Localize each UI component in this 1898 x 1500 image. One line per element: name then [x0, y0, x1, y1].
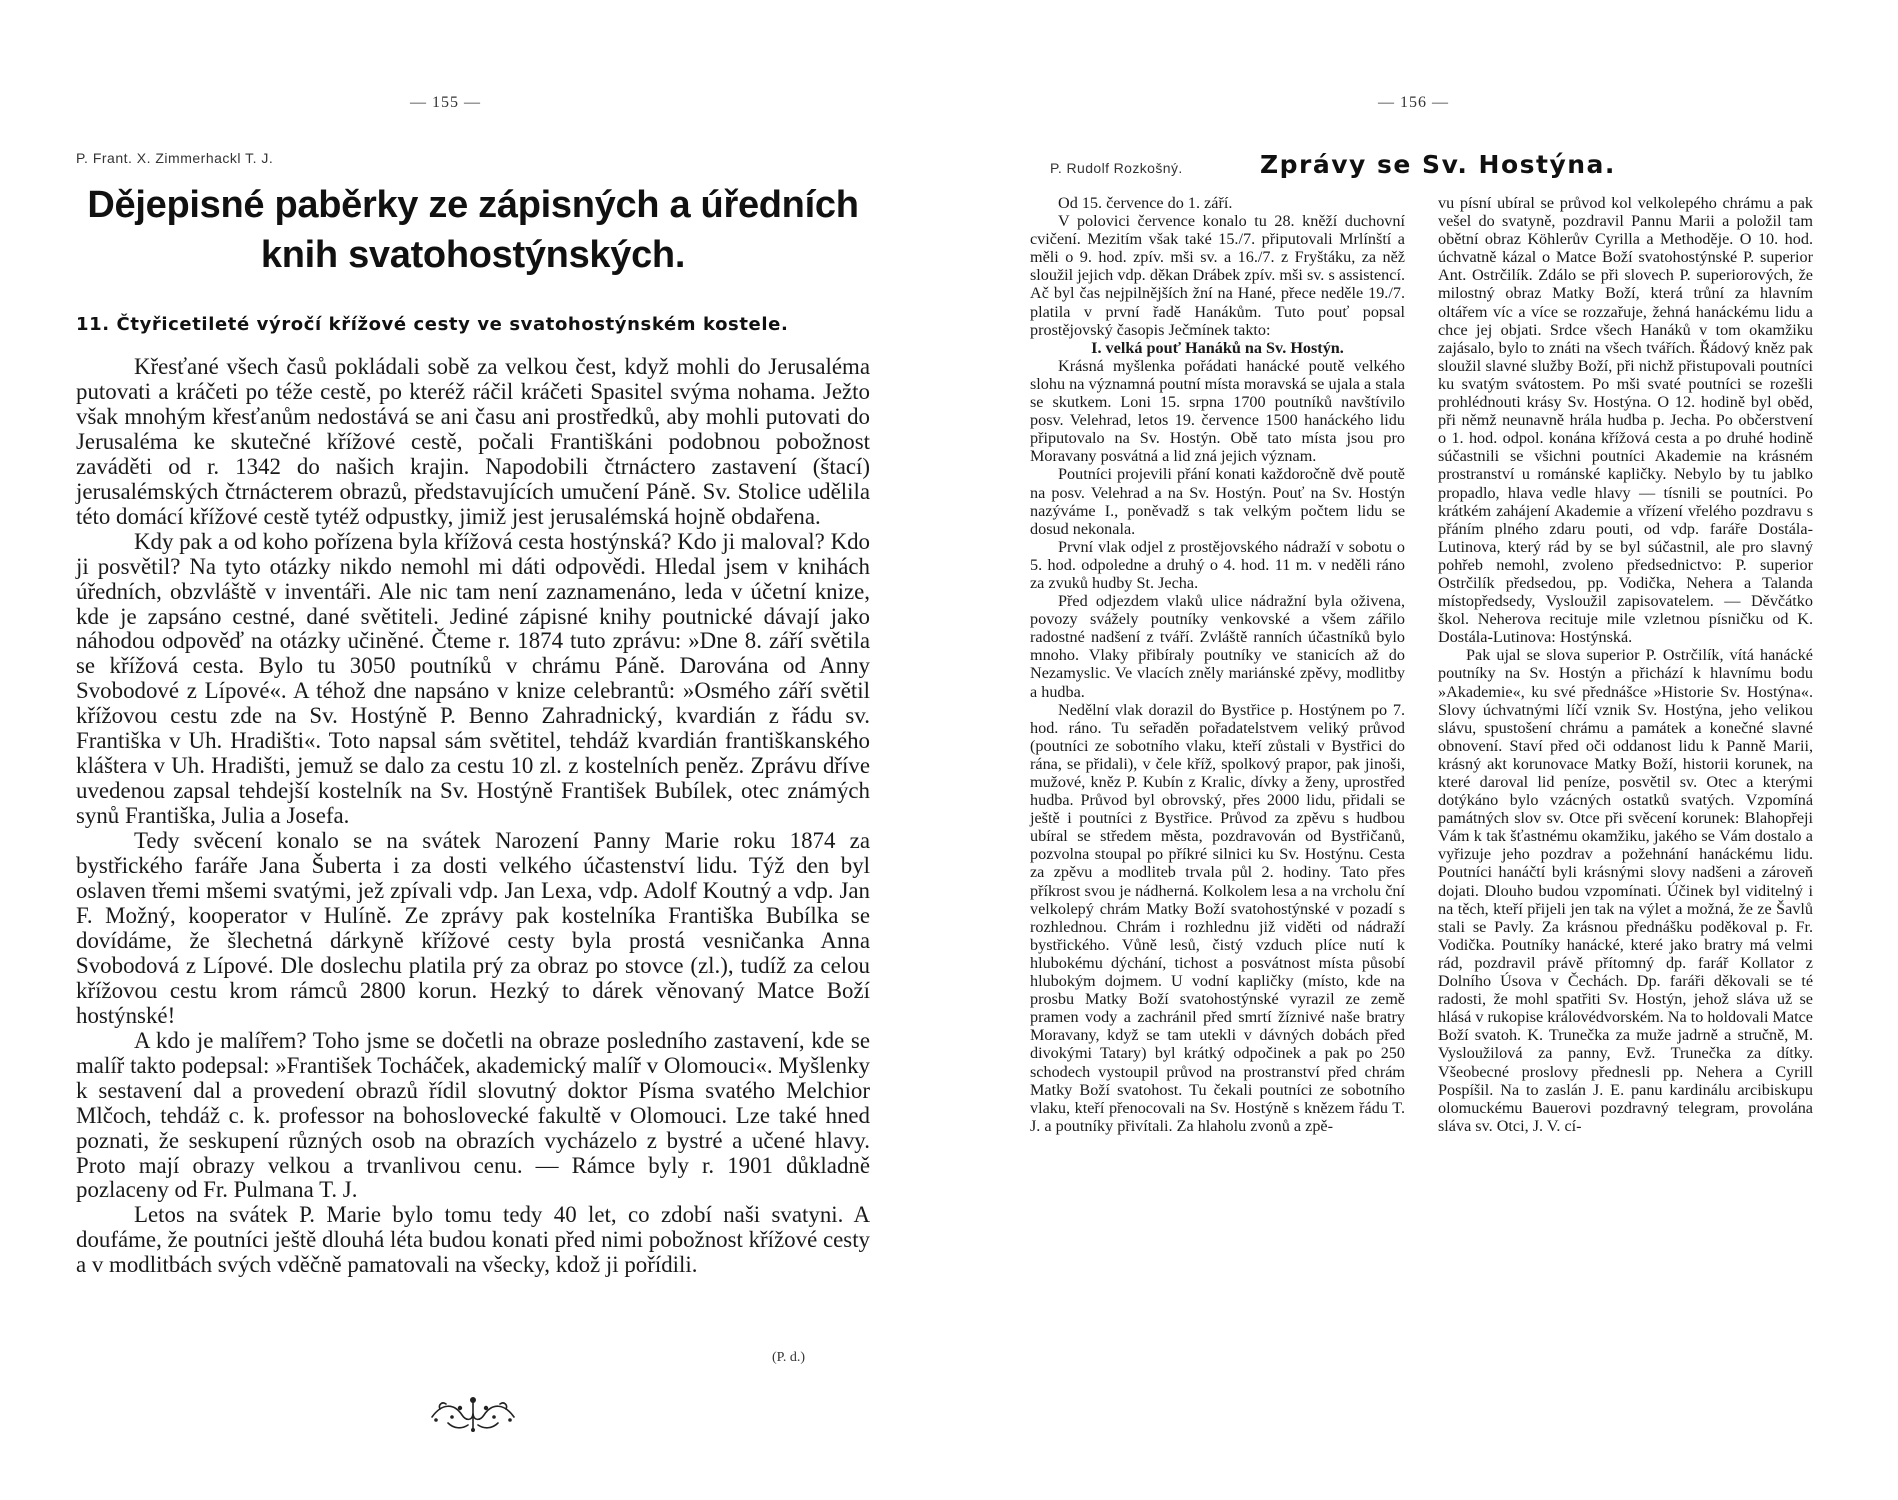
paragraph: A kdo je malířem? Toho jsme se dočetli na obraze posledního zastavení, kde se malíř takto podepsal: »František Tocháček, akademický malíř v Olomouci«. Myšlenky k sestavení dal a provedení obrazů řídil slovutný doktor Písma svatého Melchior Mlčoch, tehdáž c. k. professor na bohoslovecké fakultě v Olomouci. Lze také hned poznati, že seskupení různých osob na obrazích vycházelo z bystré a učené hlavy. Proto mají obrazy velkou a trvanlivou cenu. — Rámce byly r. 1901 důkladně pozlaceny od Fr. Pulmana T. J. [76, 1027, 870, 1203]
article-title: Dějepisné paběrky ze zápisných a úředních knih svatohostýnských. [87, 184, 859, 276]
subheading: I. velká pouť Hanáků na Sv. Hostýn. [1091, 338, 1344, 357]
article-body [76, 355, 870, 1278]
paragraph: Krásná myšlenka pořádati hanácké poutě velkého slohu na významná poutní místa moravská se ujala a stala se skutkem. Loni 15. srpna 1700 poutníků navštívilo posv. Velehrad, letos 19. července 1500 hanáckého lidu připutovalo na Sv. Hostýn. Obě tato místa jsou pro Moravany posvátná a lid zná jejich význam. [1030, 356, 1405, 466]
floral-ornament-icon [428, 1395, 518, 1438]
right-page [1030, 150, 1830, 1135]
paragraph: Od 15. července do 1. září. [1058, 194, 1233, 212]
paragraph: vu písní ubíral se průvod kol velkolepého chrámu a pak vešel do svatyně, pozdravil Pannu Marii a položil tam obětní obraz Köhlerův Cyrilla a Methoděje. O 10. hod. úchvatně kázal o Matce Boží svatohostýnské P. superior Ant. Ostrčilík. Zdálo se při slovech P. superiorových, že milostný obraz Matky Boží, která trůní za hlavním oltářem víc a více se rozzařuje, žehná hanáckému lidu a chce jej objati. Srdce všech Hanáků v tom okamžiku zajásalo, bylo to znáti na všech tvářích. Řádový kněz pak sloužil slavné služby Boží, při nichž přistupovali poutníci ku svatým svátostem. Po mši svaté poutníci se rozešli prohlédnouti krásy Sv. Hostýna. O 12. hodině byl oběd, při němž neunavně hrála hudba p. Jecha. Po občerstvení o 1. hod. odpol. konána křížová cesta a po druhé hodině súčastnili se všichni poutníci Akademie na krásném prostranství u románské kapličky. Nebylo by tu jablko propadlo, hlava vedle hlavy — tísnili se poutníci. Po krátkém zahájení Akademie a vřízení vřelého pozdravu s přáním plného zdaru pouti, od vdp. faráře Dostála-Lutinova, který rád by se byl súčastnil, ale pro slavný pohřeb nemohl, zvoleno předsednictvo: P. superior Ostrčilík předsedou, pp. Vodička, Nehera a Talanda místopředsedy, Vysloužil zapisovatelem. — Děvčátko škol. Neherova recituje mile vzletnou písničku od K. Dostála-Lutinova: Hostýnská. [1438, 194, 1813, 647]
report-author: P. Rudolf Rozkošný. [1050, 160, 1183, 176]
column-right [1438, 194, 1813, 1135]
report-title: Zprávy se Sv. Hostýna. [1260, 150, 1616, 179]
paragraph: Poutníci projevili přání konati každoročně dvě poutě na posv. Velehrad a na Sv. Hostýn. Pouť na Sv. Hostýn nazýváme I., poněvadž s tak velkým počtem lidu se dosud nekonala. [1030, 465, 1405, 538]
article-author: P. Frant. X. Zimmerhackl T. J. [76, 150, 274, 166]
paragraph: První vlak odjel z prostějovského nádraží v sobotu o 5. hod. odpoledne a druhý o 4. hod. 11 m. v neděli ráno za zvuků hudby St. Jecha. [1030, 537, 1405, 592]
section-heading: 11. Čtyřicetileté výročí křížové cesty ve svatohostýnském kostele. [76, 314, 789, 335]
paragraph: Pak ujal se slova superior P. Ostrčilík, vítá hanácké poutníky na Sv. Hostýn a přichází k hlavnímu bodu »Akademie«, ku své přednášce »Historie Sv. Hostýna«. Slovy úchvatnými líčí vznik Sv. Hostýna, jeho velikou slávu, spustošení chrámu a památek a konečné slavné obnovení. Staví před oči oddanost lidu k Panně Marii, krásný akt korunovace Matky Boží, historii korunek, na které daroval lid peníze, posvětil sv. Otec a kterými dotýkáno bylo vzácných ostatků svatých. Vzpomíná památných slov sv. Otce při svěcení korunek: Blahopřeji Vám k tak šťastnému okamžiku, jakého se Vám dostalo a vyřizuje jeho pozdrav a požehnání hanáckému lidu. Poutníci hanáčtí byli krásnými slovy nadšeni a zároveň dojati. Dlouho budou vzpomínati. Účinek byl viditelný i na těch, kteří přijeli jen tak na výlet a možná, že ze Šavlů stali se Pavly. Za krásnou přednášku poděkoval p. Fr. Vodička. Poutníky hanácké, které jako bratry má velmi rád, pozdravil právě přítomný dp. farář Kollator z Dolního Úsova v Čechách. Dp. faráři děkovali se té radosti, že mohl spatřiti Sv. Hostýn, jehož sláva už se hlásá v rukopise královédvorském. Na to holdovali Matce Boží svatoh. K. Trunečka za muže jadrně a stručně, M. Vysloužilová za panny, Evž. Trunečka za dítky. Všeobecné proslovy přednesli pp. Nehera a Cyrill Pospíšil. Na to zaslán J. E. panu kardinálu arcibiskupu olomuckému Bauerovi pozdravný telegram, provolána sláva sv. Otci, J. V. cí- [1438, 646, 1813, 1135]
paragraph: Před odjezdem vlaků ulice nádražní byla oživena, povozy svážely poutníky venkovské a všem zářilo radostné nadšení z tváří. Zvláště ranních účastníků bylo mnoho. Vlaky přibíraly poutníky ve stanicích až do Nezamyslic. Ve vlacích zněly mariánské zpěvy, modlitby a hudba. [1030, 592, 1405, 701]
paragraph: Nedělní vlak dorazil do Bystřice p. Hostýnem po 7. hod. ráno. Tu seřaděn pořadatelstvem veliký průvod (poutníci ze sobotního vlaku, kteří zůstali v Bystřici do rána, se přidali), v čele kříž, spolkový prapor, pak jinoši, mužové, kněz P. Kubín z Kralic, dívky a ženy, uprostřed hudba. Průvod byl obrovský, přes 2000 lidu, přidali se ještě i poutníci z Bystřice. Průvod za zpěvu s hudbou ubíral se středem města, pozdravován od Bystřičanů, pozvolna stoupal po příkré silnici ku Sv. Hostýnu. Cesta za zpěvu a modliteb trvala půl 2. hodiny. Tato přes příkrost svou je nádherná. Kolkolem lesa a na vrcholu ční velkolepý chrám Matky Boží svatohostýnské v pozadí s rozhlednou. Chrám i rozhlednu již viděti od nádraží bystřického. Vůně lesů, čistý vzduch plíce nutí k hlubokému dýchání, tichost a posvátnost místa působí hlubokým dojmem. U vodní kapličky (místo, kde na prosbu Matky Boží svatohostýnské vyrazil ze země pramen vody a zachránil před smrtí žíznivé naše bratry Moravany, když se tam utekli v dávných dobách před divokými Tatary) byl krátký odpočinek a pak po 250 schodech vystoupil průvod na prostranství před chrám Matky Boží svatohost. Tu čekali poutníci ze sobotního vlaku, kteří přenocovali na Sv. Hostýně s knězem řádu T. J. a poutníky přivítali. Za hlaholu zvonů a zpě- [1030, 700, 1405, 1135]
right-page-header [1030, 150, 1830, 186]
paragraph: V polovici července konalo tu 28. kněží duchovní cvičení. Mezitím však také 15./7. připutovali Mrlínští a měli o 9. hod. zpív. mši sv. a 16./7. z Fryštáku, za něž sloužil jejich vdp. děkan Drábek zpív. mši sv. s assistencí. Ač byl čas nejpilnějších žní na Hané, přece neděle 19./7. platila v první řadě Hanákům. Tuto pouť popsal prostějovský časopis Ječmínek takto: [1030, 212, 1405, 339]
article-signature: (P. d.) [772, 1350, 806, 1365]
paragraph: Kdy pak a od koho pořízena byla křížová cesta hostýnská? Kdo ji maloval? Kdo ji posvětil? Na tyto otázky nikdo nemohl mi dáti odpovědi. Hledal jsem v knihách úředních, obzvláště v inventáři. Ale nic tam není zaznamenáno, leda v účetní knize, kde je zapsáno cestné, dané světiteli. Jediné zápisné knihy poutnické dávají jako náhodou odpověď na otázky učiněné. Čteme r. 1874 tuto zprávu: »Dne 8. září světila se křížová cesta. Bylo tu 3050 poutníků v chrámu Páně. Darována od Anny Svobodové z Lípové«. A téhož dne napsáno v knize celebrantů: »Osmého září světil křížovou cestu zde na Sv. Hostýně P. Benno Zahradnický, kvardián z řádu sv. Františka v Uh. Hradišti«. Toto napsal sám světitel, tehdáž kvardián františkanského kláštera v Uh. Hradišti, jemuž se dalo za cestu 10 zl. z kostelních peněz. Zprávu dříve uvedenou zapsal tehdejší kostelník na Sv. Hostýně František Bubílek, otec známých synů Františka, Julia a Josefa. [76, 528, 870, 829]
paragraph: Letos na svátek P. Marie bylo tomu tedy 40 let, co zdobí naši svatyni. A doufáme, že poutníci ještě dlouhá léta budou konati před nimi pobožnost křížové cesty a v modlitbách svých vděčně pamatovali na všecky, kdož ji pořídili. [76, 1202, 870, 1278]
page-number-left: — 155 — [410, 94, 481, 111]
column-left [1030, 194, 1405, 1135]
page-number-right: — 156 — [1378, 94, 1449, 111]
left-page [76, 150, 870, 1278]
paragraph: Tedy svěcení konalo se na svátek Narození Panny Marie roku 1874 za bystřického faráře Jana Šuberta i za dosti velkého účastenství lidu. Týž den byl oslaven třemi mšemi svatými, jež zpívali vdp. Jan Lexa, vdp. Adolf Koutný a vdp. Jan F. Možný, kooperator v Hulíně. Ze zprávy pak kostelníka Františka Bubílka se dovídáme, že šlechetná dárkyně křížové cesty byla prostá vesničanka Anna Svobodová z Lípové. Dle doslechu platila prý za obraz po stovce (zl.), tudíž za celou křížovou cestu krom rámců 2800 korun. Hezký to dárek věnovaný Matce Boží hostýnské! [76, 828, 870, 1028]
paragraph: Křesťané všech časů pokládali sobě za velkou čest, když mohli do Jerusaléma putovati a kráčeti po téže cestě, po kteréž ráčil kráčeti Spasitel svýma nohama. Ježto však mnohým křesťanům nedostává se ani času ani prostředků, aby mohli putovati do Jerusaléma ke skutečné křížové cestě, počali Františkáni podobnou pobožnost zaváděti od r. 1342 do našich krajin. Napodobili čtrnáctero zastavení (štací) jerusalémských čtrnácterem obrazů, představujících umučení Páně. Sv. Stolice udělila této domácí křížové cestě tytéž odpustky, jimiž jest jerusalémská hojně obdařena. [76, 354, 870, 529]
